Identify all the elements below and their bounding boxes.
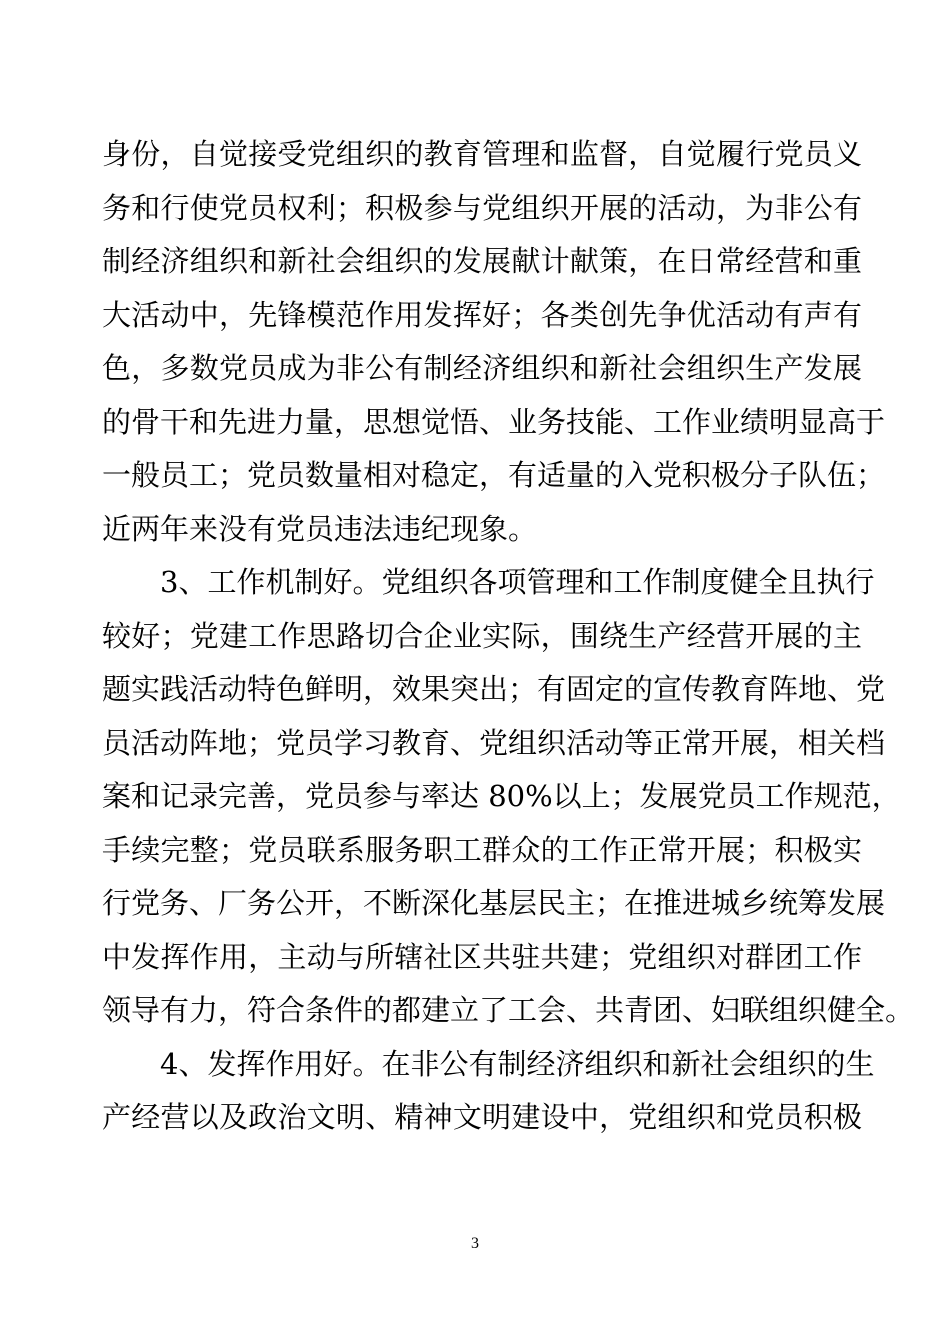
text-line: 近两年来没有党员违法违纪现象。 <box>102 511 538 546</box>
text-line: 务和行使党员权利；积极参与党组织开展的活动，为非公有 <box>102 190 862 225</box>
text-line: 身份，自觉接受党组织的教育管理和监督，自觉履行党员义 <box>102 137 862 171</box>
text-line: 行党务、厂务公开，不断深化基层民主；在推进城乡统筹发展 <box>102 886 886 920</box>
body-text <box>102 128 915 1145</box>
text-line: 大活动中，先锋模范作用发挥好；各类创先争优活动有声有 <box>102 297 862 332</box>
text-line: 制经济组织和新社会组织的发展献计献策，在日常经营和重 <box>102 244 862 278</box>
text-line: 案和记录完善，党员参与率达 80%以上；发展党员工作规范， <box>102 779 901 813</box>
text-line: 中发挥作用，主动与所辖社区共驻共建；党组织对群团工作 <box>102 939 862 974</box>
paragraph-heading-line: 3、工作机制好。党组织各项管理和工作制度健全且执行 <box>160 565 875 599</box>
paragraph-heading-line: 4、发挥作用好。在非公有制经济组织和新社会组织的生 <box>160 1046 875 1081</box>
text-line: 色，多数党员成为非公有制经济组织和新社会组织生产发展 <box>102 351 862 385</box>
text-line: 员活动阵地；党员学习教育、党组织活动等正常开展，相关档 <box>102 725 886 760</box>
text-line: 题实践活动特色鲜明，效果突出；有固定的宣传教育阵地、党 <box>102 672 886 706</box>
text-line: 手续完整；党员联系服务职工群众的工作正常开展；积极实 <box>102 832 862 867</box>
text-line: 产经营以及政治文明、精神文明建设中，党组织和党员积极 <box>102 1100 862 1134</box>
text-line: 的骨干和先进力量，思想觉悟、业务技能、工作业绩明显高于 <box>102 404 886 439</box>
text-line: 较好；党建工作思路切合企业实际，围绕生产经营开展的主 <box>102 618 862 653</box>
page-number: 3 <box>471 1235 479 1252</box>
text-line: 领导有力，符合条件的都建立了工会、共青团、妇联组织健全。 <box>102 993 915 1027</box>
text-line: 一般员工；党员数量相对稳定，有适量的入党积极分子队伍； <box>102 458 886 492</box>
